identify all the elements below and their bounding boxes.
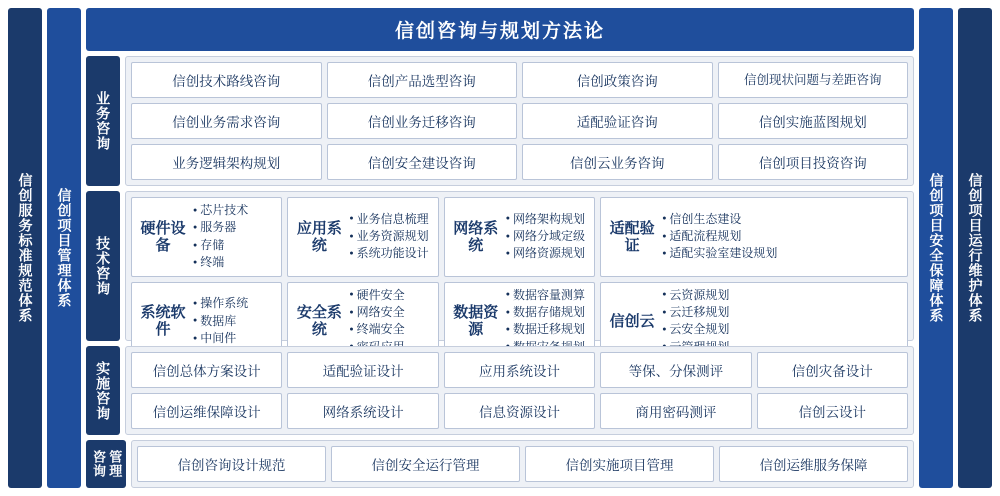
tech-point: ● 适配流程规划 [662, 228, 902, 245]
management-item[interactable]: 信创安全运行管理 [331, 446, 520, 482]
section-technical-label-text: 技术咨询 [95, 236, 112, 296]
diagram-layout [8, 8, 992, 488]
section-business [86, 56, 914, 186]
business-item[interactable]: 信创项目投资咨询 [718, 144, 909, 180]
tech-card-title: 应用系统 [296, 219, 342, 254]
tech-point: ● 服务器 [193, 219, 276, 236]
tech-card-title: 安全系统 [296, 304, 342, 339]
tech-card-points [662, 211, 902, 263]
tech-card-title: 信创云 [609, 312, 655, 330]
tech-card-title: 系统软件 [140, 304, 186, 339]
technical-row-1 [131, 197, 908, 277]
section-implementation [86, 346, 914, 435]
implementation-item[interactable]: 应用系统设计 [444, 352, 595, 388]
implementation-item[interactable]: 信创云设计 [757, 393, 908, 429]
tech-card-points [193, 295, 276, 347]
business-item[interactable]: 信创政策咨询 [522, 62, 713, 98]
tech-card-points [506, 211, 589, 263]
tech-card-network[interactable] [444, 197, 595, 277]
section-technical-label [86, 191, 120, 341]
tech-point: ● 芯片技术 [193, 202, 276, 219]
section-management-label-right: 管理 [107, 450, 123, 478]
tech-point: ● 网络架构规划 [506, 211, 589, 228]
pillar-project-management-label: 信创项目管理体系 [56, 188, 73, 308]
section-technical-body [125, 191, 914, 346]
tech-point: ● 信创生态建设 [662, 211, 902, 228]
section-implementation-label-text: 实施咨询 [95, 360, 112, 421]
section-business-label-text: 业务咨询 [95, 91, 112, 151]
tech-card-title: 数据资源 [453, 304, 499, 339]
management-item[interactable]: 信创实施项目管理 [525, 446, 714, 482]
tech-point: ● 业务资源规划 [349, 228, 432, 245]
management-grid [137, 446, 908, 482]
section-technical [86, 191, 914, 346]
tech-card-points [193, 202, 276, 272]
tech-point: ● 数据容量测算 [506, 287, 589, 304]
tech-card-title: 硬件设备 [140, 219, 186, 254]
tech-point: ● 云安全规划 [662, 321, 902, 338]
tech-point: ● 终端 [193, 254, 276, 271]
pillar-service-standard [8, 8, 42, 488]
implementation-item[interactable]: 信创灾备设计 [757, 352, 908, 388]
tech-point: ● 存储 [193, 237, 276, 254]
tech-point: ● 网络分域定级 [506, 228, 589, 245]
business-item[interactable]: 信创云业务咨询 [522, 144, 713, 180]
pillar-service-standard-label: 信创服务标准规范体系 [17, 173, 34, 323]
business-item[interactable]: 信创技术路线咨询 [131, 62, 322, 98]
tech-point: ● 终端安全 [349, 321, 432, 338]
business-grid [131, 62, 908, 180]
tech-card-title: 网络系统 [453, 219, 499, 254]
tech-card-application[interactable] [287, 197, 438, 277]
business-item[interactable]: 信创业务需求咨询 [131, 103, 322, 139]
implementation-grid [131, 352, 908, 429]
business-item[interactable]: 业务逻辑架构规划 [131, 144, 322, 180]
implementation-item[interactable]: 信息资源设计 [444, 393, 595, 429]
tech-point: ● 数据库 [193, 313, 276, 330]
pillar-operation-maintenance-label: 信创项目运行维护体系 [967, 173, 984, 323]
tech-point: ● 操作系统 [193, 295, 276, 312]
section-implementation-label [86, 346, 120, 435]
section-business-label [86, 56, 120, 186]
section-business-body [125, 56, 914, 186]
pillar-security-assurance [919, 8, 953, 488]
tech-point: ● 数据存储规划 [506, 304, 589, 321]
section-management-body [131, 440, 914, 488]
tech-card-hardware[interactable] [131, 197, 282, 277]
tech-point: ● 网络安全 [349, 304, 432, 321]
tech-card-adaptation[interactable] [600, 197, 908, 277]
business-item[interactable]: 信创实施蓝图规划 [718, 103, 909, 139]
tech-card-points [349, 211, 432, 263]
section-management-label [86, 440, 126, 488]
section-management [86, 440, 914, 488]
section-implementation-body [125, 346, 914, 435]
management-item[interactable]: 信创咨询设计规范 [137, 446, 326, 482]
tech-point: ● 云迁移规划 [662, 304, 902, 321]
implementation-item[interactable]: 信创运维保障设计 [131, 393, 282, 429]
tech-point: ● 系统功能设计 [349, 245, 432, 262]
business-item[interactable]: 信创业务迁移咨询 [327, 103, 518, 139]
business-item[interactable]: 适配验证咨询 [522, 103, 713, 139]
tech-point: ● 数据迁移规划 [506, 321, 589, 338]
implementation-item[interactable]: 适配验证设计 [287, 352, 438, 388]
implementation-item[interactable]: 信创总体方案设计 [131, 352, 282, 388]
tech-point: ● 业务信息梳理 [349, 211, 432, 228]
center-column [86, 8, 914, 488]
pillar-operation-maintenance [958, 8, 992, 488]
management-item[interactable]: 信创运维服务保障 [719, 446, 908, 482]
business-item[interactable]: 信创产品选型咨询 [327, 62, 518, 98]
tech-point: ● 云资源规划 [662, 287, 902, 304]
tech-point: ● 中间件 [193, 330, 276, 347]
tech-card-title: 适配验证 [609, 219, 655, 254]
implementation-item[interactable]: 等保、分保测评 [600, 352, 751, 388]
implementation-item[interactable]: 商用密码测评 [600, 393, 751, 429]
tech-point: ● 网络资源规划 [506, 245, 589, 262]
tech-point: ● 硬件安全 [349, 287, 432, 304]
section-management-label-left: 咨询 [91, 450, 106, 478]
pillar-security-assurance-label: 信创项目安全保障体系 [928, 173, 945, 323]
business-item[interactable]: 信创现状问题与差距咨询 [718, 62, 909, 98]
business-item[interactable]: 信创安全建设咨询 [327, 144, 518, 180]
pillar-project-management [47, 8, 81, 488]
page-title: 信创咨询与规划方法论 [86, 8, 914, 51]
tech-point: ● 适配实验室建设规划 [662, 245, 902, 262]
implementation-item[interactable]: 网络系统设计 [287, 393, 438, 429]
